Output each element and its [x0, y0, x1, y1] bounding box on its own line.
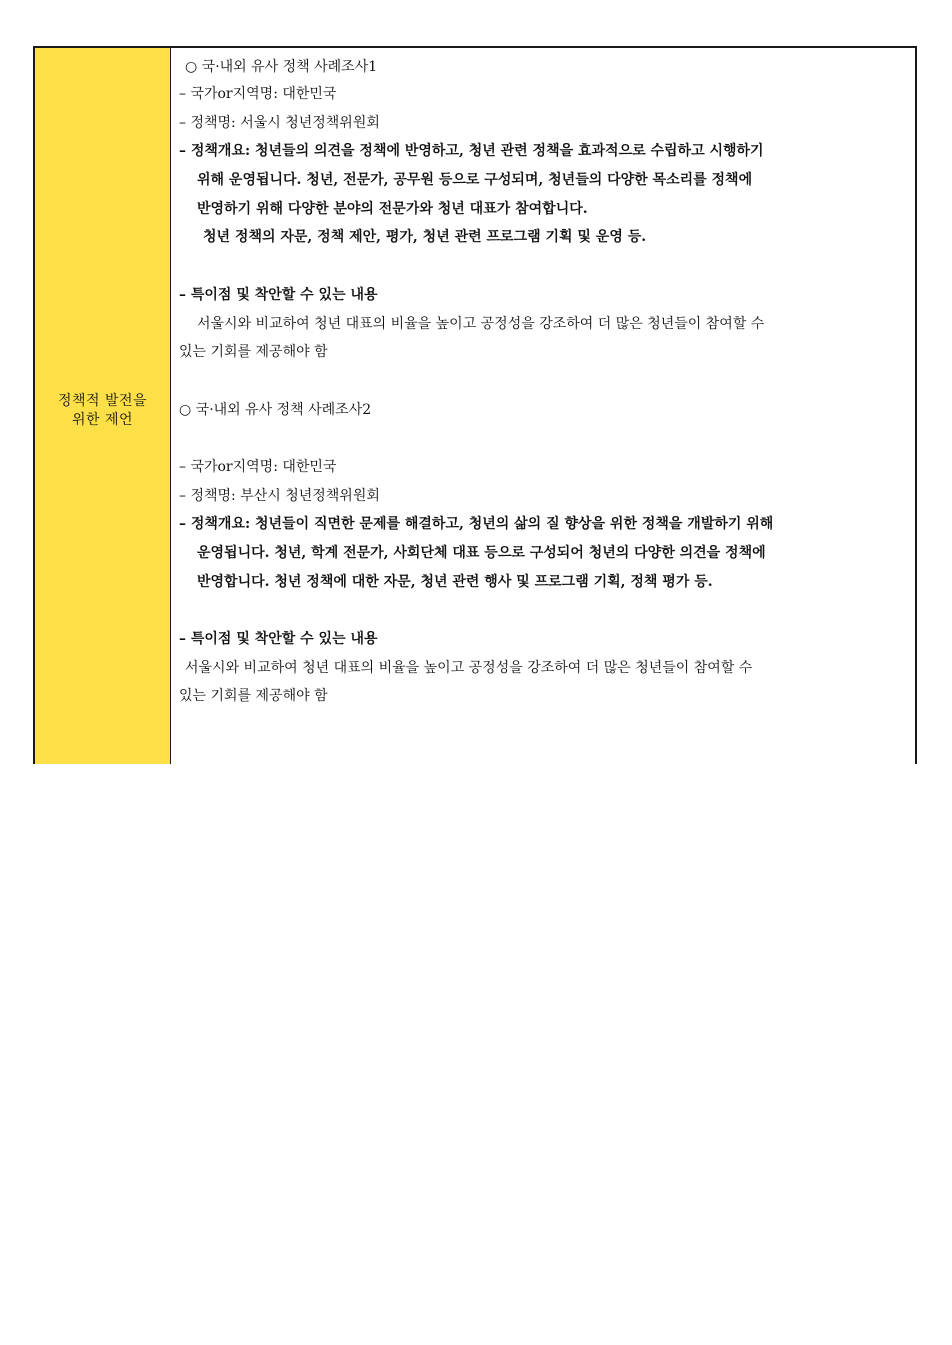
case1-heading: ○ 국·내외 유사 정책 사례조사1	[185, 59, 378, 75]
case2-overview-line-3: 반영합니다. 청년 정책에 대한 자문, 청년 관련 행사 및 프로그램 기획, 정책 평가 등.	[197, 573, 713, 590]
row-label-line-1: 정책적 발전을	[57, 393, 148, 409]
case1-overview-line-2: 위해 운영됩니다. 청년, 전문가, 공무원 등으로 구성되며, 청년들의 다양한 목소리를 정책에	[197, 172, 753, 189]
spacer	[179, 252, 905, 281]
case2-feature-title: – 특이점 및 착안할 수 있는 내용	[179, 631, 378, 648]
row-label	[58, 392, 147, 430]
spacer	[179, 367, 905, 396]
proposal-table	[33, 46, 917, 764]
case2-policy-name: – 정책명: 부산시 청년정책위원회	[179, 487, 380, 504]
case1-feature-title: – 특이점 및 착안할 수 있는 내용	[179, 286, 378, 303]
case1-overview-line-1: – 정책개요: 청년들의 의견을 정책에 반영하고, 청년 관련 정책을 효과적으로 수립하고 시행하기	[179, 143, 764, 160]
case1-country: – 국가or지역명: 대한민국	[179, 86, 337, 102]
case2-heading: ○ 국·내외 유사 정책 사례조사2	[179, 401, 372, 418]
case1-feature-line-1: 서울시와 비교하여 청년 대표의 비율을 높이고 공정성을 강조하여 더 많은 청년들이 참여할 수	[197, 315, 765, 332]
case1-overview-line-3: 반영하기 위해 다양한 분야의 전문가와 청년 대표가 참여합니다.	[197, 200, 588, 217]
spacer	[179, 424, 905, 453]
row-label-cell	[35, 48, 171, 764]
row-label-line-2: 위한 제언	[71, 412, 134, 428]
case1-overview-line-4: 청년 정책의 자문, 정책 제안, 평가, 청년 관련 프로그램 기획 및 운영 등.	[203, 229, 647, 246]
case2-overview-line-2: 운영됩니다. 청년, 학계 전문가, 사회단체 대표 등으로 구성되어 청년의 다양한 의견을 정책에	[197, 545, 766, 561]
spacer	[179, 596, 905, 625]
content-cell	[171, 48, 915, 764]
case2-country: – 국가or지역명: 대한민국	[179, 458, 337, 475]
case1-policy-name: – 정책명: 서울시 청년정책위원회	[179, 114, 380, 131]
case1-feature-line-2: 있는 기회를 제공해야 함	[179, 344, 328, 361]
case2-feature-line-2: 있는 기회를 제공해야 함	[179, 688, 328, 705]
case2-feature-line-1: 서울시와 비교하여 청년 대표의 비율을 높이고 공정성을 강조하여 더 많은 청년들이 참여할 수	[185, 659, 753, 676]
case2-overview-line-1: – 정책개요: 청년들이 직면한 문제를 해결하고, 청년의 삶의 질 향상을 위한 정책을 개발하기 위해	[179, 516, 774, 533]
